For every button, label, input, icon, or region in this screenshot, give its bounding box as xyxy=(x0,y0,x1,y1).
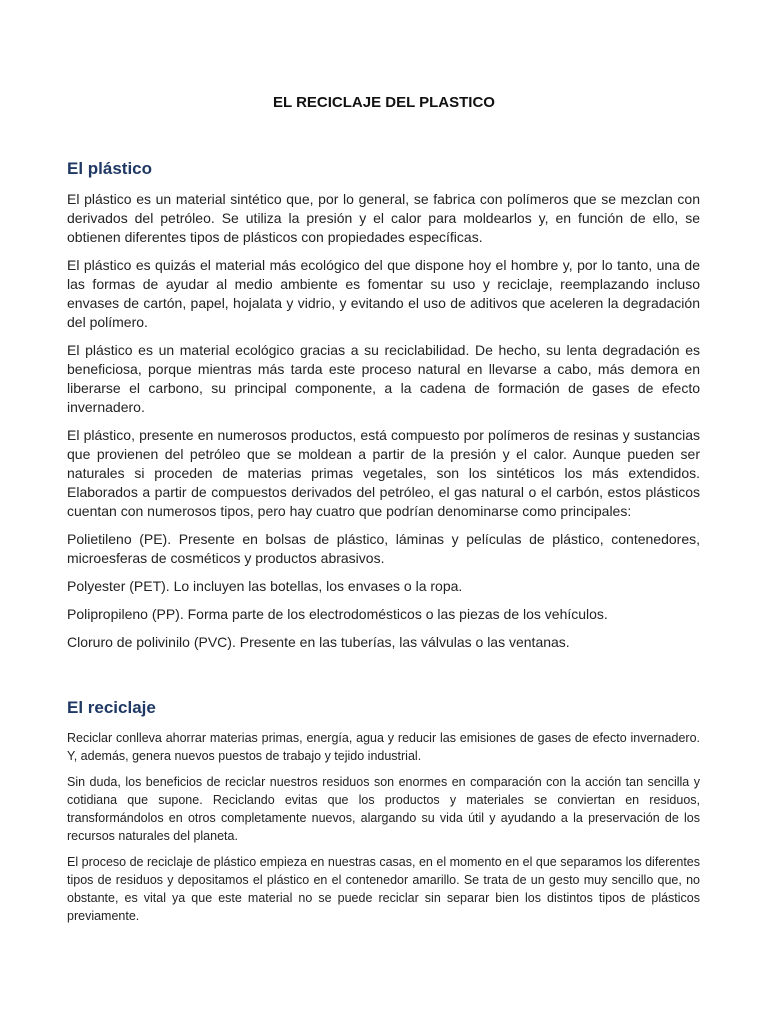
document-title: EL RECICLAJE DEL PLASTICO xyxy=(273,94,495,111)
paragraph: Reciclar conlleva ahorrar materias primas, energía, agua y reducir las emisiones de gases de efecto invernadero. Y, además, genera nuevos puestos de trabajo y tejido industrial. xyxy=(67,731,700,763)
paragraph: El plástico es un material sintético que, por lo general, se fabrica con polímeros que se mezclan con derivados del petróleo. Se utiliza la presión y el calor para moldearlos y, en función de ello, se obtienen diferentes tipos de plásticos con propiedades específicas. xyxy=(67,191,700,245)
paragraph: El plástico es quizás el material más ecológico del que dispone hoy el hombre y, por lo tanto, una de las formas de ayudar al medio ambiente es fomentar su uso y reciclaje, reemplazando incluso envases de cartón, papel, hojalata y vidrio, y evitando el uso de aditivos que aceleren la degradación del polímero. xyxy=(67,257,700,330)
paragraph: Sin duda, los beneficios de reciclar nuestros residuos son enormes en comparación con la acción tan sencilla y cotidiana que supone. Reciclando evitas que los productos y materiales se conviertan en residuos, transformándolos en otros completamente nuevos, alargando su vida útil y ayudando a la preservación de los recursos naturales del planeta. xyxy=(67,775,700,843)
section-heading-reciclaje: El reciclaje xyxy=(67,698,156,717)
paragraph: El proceso de reciclaje de plástico empieza en nuestras casas, en el momento en el que separamos los diferentes tipos de residuos y depositamos el plástico en el contenedor amarillo. Se trata de un gesto muy sencillo que, no obstante, es vital ya que este material no se puede reciclar sin separar bien los distintos tipos de plásticos previamente. xyxy=(67,855,700,923)
section-reciclaje xyxy=(67,697,700,933)
section-heading-plastico: El plástico xyxy=(67,159,153,178)
paragraph-pet: Polyester (PET). Lo incluyen las botellas, los envases o la ropa. xyxy=(67,578,463,594)
section-plastico xyxy=(67,158,700,661)
paragraph-pe: Polietileno (PE). Presente en bolsas de plástico, láminas y películas de plástico, contenedores, microesferas de cosméticos y productos abrasivos. xyxy=(67,531,700,566)
paragraph: El plástico, presente en numerosos productos, está compuesto por polímeros de resinas y sustancias que provienen del petróleo que se moldean a partir de la presión y el calor. Aunque pueden ser naturales si proceden de materias primas vegetales, son los sintéticos los más extendidos. Elaborados a partir de compuestos derivados del petróleo, el gas natural o el carbón, estos plásticos cuentan con numerosos tipos, pero hay cuatro que podrían denominarse como principales: xyxy=(67,427,700,519)
paragraph: El plástico es un material ecológico gracias a su reciclabilidad. De hecho, su lenta degradación es beneficiosa, porque mientras más tarda este proceso natural en llevarse a cabo, más demora en liberarse el carbono, su principal componente, a la cadena de formación de gases de efecto invernadero. xyxy=(67,342,700,415)
paragraph-pp: Polipropileno (PP). Forma parte de los electrodomésticos o las piezas de los vehículos. xyxy=(67,606,608,622)
paragraph-pvc: Cloruro de polivinilo (PVC). Presente en las tuberías, las válvulas o las ventanas. xyxy=(67,634,570,650)
